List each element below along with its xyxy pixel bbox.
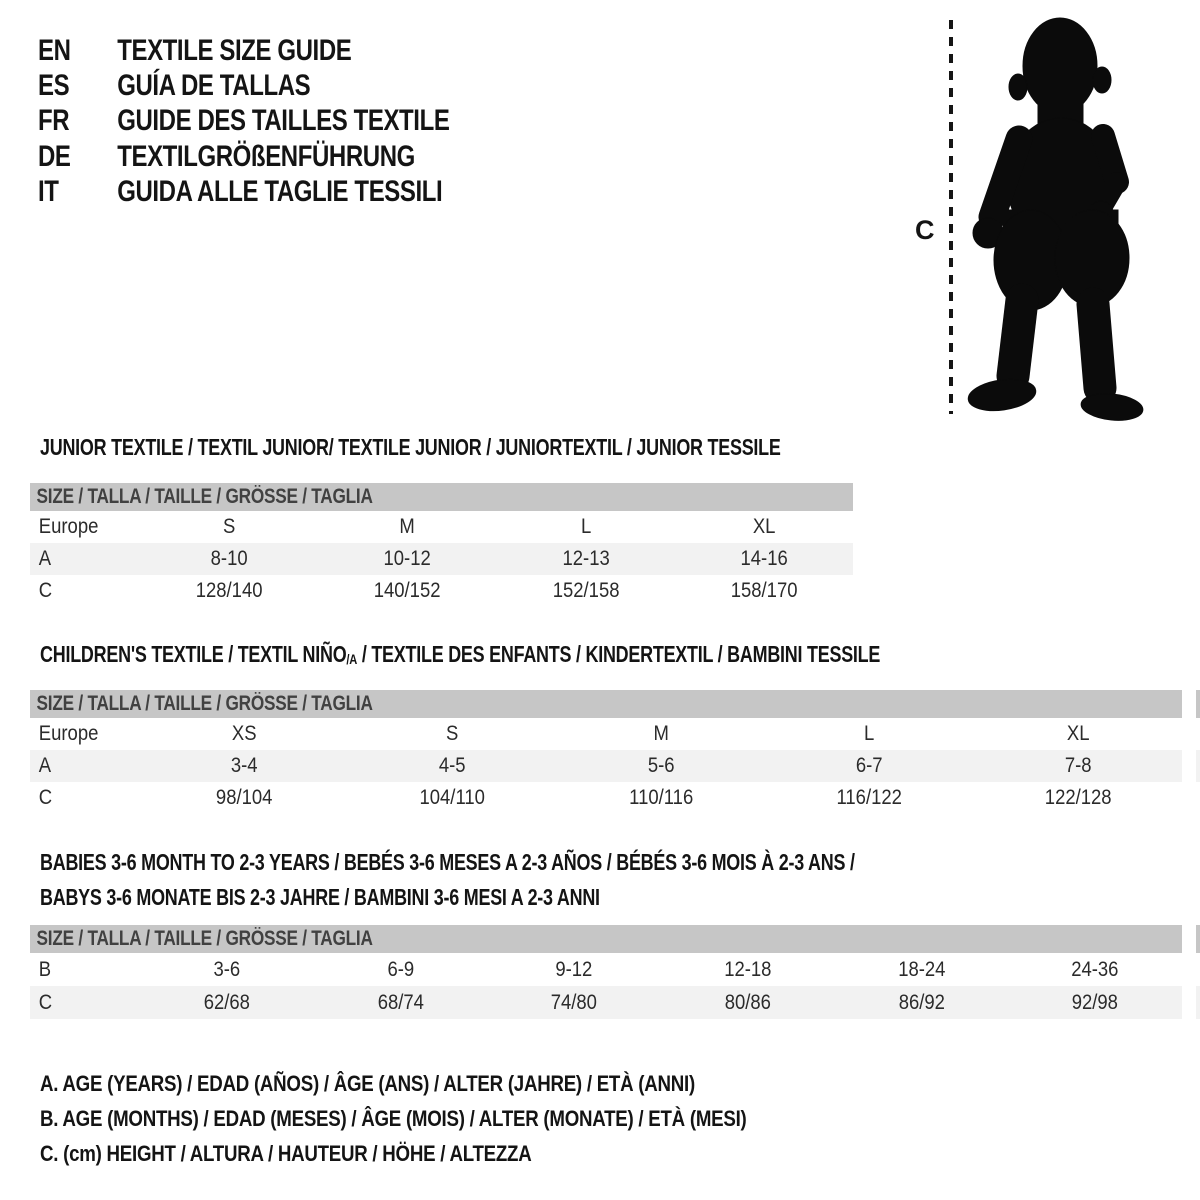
region-header: Europe [38, 515, 99, 538]
language-row-de [38, 139, 552, 174]
table-edge-sliver [1196, 750, 1200, 782]
table-header-row [30, 718, 1182, 750]
children-title-prefix: CHILDREN'S TEXTILE / TEXTIL NIÑO [40, 641, 347, 667]
language-row-it [38, 174, 552, 209]
size-bar-label: SIZE / TALLA / TAILLE / GRÖSSE / TAGLIA [36, 485, 373, 508]
table-row-age-years [30, 750, 1182, 782]
cell-value: 9-12 [555, 957, 593, 981]
size-column-header: L [580, 515, 591, 538]
junior-size-bar [30, 483, 853, 511]
row-label: B [38, 957, 52, 981]
cell-value: 10-12 [383, 547, 432, 570]
babies-section-title-line2: BABYS 3-6 MONATE BIS 2-3 JAHRE / BAMBINI 3-6 MESI A 2-3 ANNI [40, 884, 600, 910]
table-header-row [30, 511, 853, 543]
cell-value: 62/68 [203, 990, 250, 1014]
table-row-height-cm [30, 575, 853, 607]
cell-value: 6-7 [856, 754, 883, 777]
cell-value: 74/80 [551, 990, 598, 1014]
cell-value: 152/158 [552, 579, 620, 602]
cell-value: 7-8 [1064, 754, 1092, 777]
cell-value: 98/104 [215, 786, 273, 809]
cell-value: 122/128 [1044, 786, 1112, 809]
size-column-header: XL [1066, 722, 1090, 745]
cell-value: 68/74 [377, 990, 424, 1014]
language-code: EN [38, 33, 71, 67]
size-column-header: M [399, 515, 416, 538]
row-label: A [38, 547, 52, 570]
guide-title-fr: GUIDE DES TAILLES TEXTILE [117, 104, 450, 138]
language-row-fr [38, 104, 552, 139]
size-column-header: XS [231, 722, 257, 745]
language-code: DE [38, 139, 71, 173]
legend-age-years: A. AGE (YEARS) / EDAD (AÑOS) / ÂGE (ANS) / ALTER (JAHRE) / ETÀ (ANNI) [40, 1071, 695, 1096]
babies-section-title-line1: BABIES 3-6 MONTH TO 2-3 YEARS / BEBÉS 3-6 MESES A 2-3 AÑOS / BÉBÉS 3-6 MOIS À 2-3 ANS / [40, 849, 855, 875]
guide-title-en: TEXTILE SIZE GUIDE [117, 33, 352, 67]
junior-size-table [30, 511, 853, 607]
size-column-header: M [653, 722, 669, 745]
children-title-sub: /A [346, 652, 358, 668]
table-row-age-years [30, 543, 853, 575]
table-row-height-cm [30, 782, 1182, 814]
children-section-title [40, 641, 880, 668]
guide-title-es: GUÍA DE TALLAS [117, 68, 311, 102]
language-code: IT [38, 174, 59, 208]
cell-value: 128/140 [195, 579, 263, 602]
cell-value: 18-24 [897, 957, 946, 981]
region-header: Europe [38, 722, 99, 745]
cell-value: 3-6 [213, 957, 241, 981]
toddler-silhouette-figure [905, 14, 1145, 426]
table-row-height-cm [30, 986, 1182, 1019]
size-column-header: L [864, 722, 875, 745]
size-column-header: XL [752, 515, 776, 538]
language-code: ES [38, 68, 70, 102]
cell-value: 86/92 [898, 990, 945, 1014]
table-row-age-months [30, 953, 1182, 986]
height-measure-label: C [915, 215, 935, 245]
size-bar-label: SIZE / TALLA / TAILLE / GRÖSSE / TAGLIA [36, 927, 373, 950]
cell-value: 14-16 [740, 547, 788, 570]
children-size-table [30, 718, 1182, 814]
junior-section-title: JUNIOR TEXTILE / TEXTIL JUNIOR/ TEXTILE JUNIOR / JUNIORTEXTIL / JUNIOR TESSILE [40, 434, 781, 460]
cell-value: 158/170 [730, 579, 798, 602]
table-edge-sliver [1196, 986, 1200, 1019]
size-column-header: S [222, 515, 236, 538]
cell-value: 110/116 [628, 786, 694, 809]
cell-value: 24-36 [1071, 957, 1119, 981]
cell-value: 6-9 [387, 957, 414, 981]
language-row-en [38, 33, 552, 68]
size-column-header: S [446, 722, 459, 745]
size-bar-label: SIZE / TALLA / TAILLE / GRÖSSE / TAGLIA [36, 692, 373, 715]
cell-value: 8-10 [210, 547, 248, 570]
cell-value: 5-6 [647, 754, 675, 777]
babies-size-bar [30, 925, 1182, 953]
row-label: C [38, 579, 53, 602]
guide-title-de: TEXTILGRÖßENFÜHRUNG [117, 139, 415, 173]
cell-value: 104/110 [419, 786, 486, 809]
cell-value: 80/86 [724, 990, 771, 1014]
children-size-bar [30, 690, 1182, 718]
language-row-es [38, 68, 552, 103]
row-label: A [38, 754, 52, 777]
cell-value: 12-13 [561, 547, 610, 570]
table-edge-sliver [1196, 690, 1200, 718]
cell-value: 92/98 [1072, 990, 1119, 1014]
row-label: C [38, 786, 53, 809]
row-label: C [38, 990, 53, 1014]
cell-value: 12-18 [724, 957, 772, 981]
children-title-suffix: / TEXTILE DES ENFANTS / KINDERTEXTIL / BAMBINI TESSILE [357, 641, 881, 667]
legend-height-cm: C. (cm) HEIGHT / ALTURA / HAUTEUR / HÖHE / ALTEZZA [40, 1141, 532, 1166]
cell-value: 116/122 [836, 786, 903, 809]
toddler-silhouette-icon [966, 18, 1144, 423]
language-title-list [38, 33, 552, 209]
legend-age-months: B. AGE (MONTHS) / EDAD (MESES) / ÂGE (MOIS) / ALTER (MONATE) / ETÀ (MESI) [40, 1106, 747, 1131]
cell-value: 3-4 [230, 754, 258, 777]
language-code: FR [38, 104, 70, 138]
babies-size-table [30, 953, 1182, 1019]
table-edge-sliver [1196, 925, 1200, 953]
guide-title-it: GUIDA ALLE TAGLIE TESSILI [117, 174, 443, 208]
cell-value: 140/152 [373, 579, 441, 602]
cell-value: 4-5 [439, 754, 466, 777]
